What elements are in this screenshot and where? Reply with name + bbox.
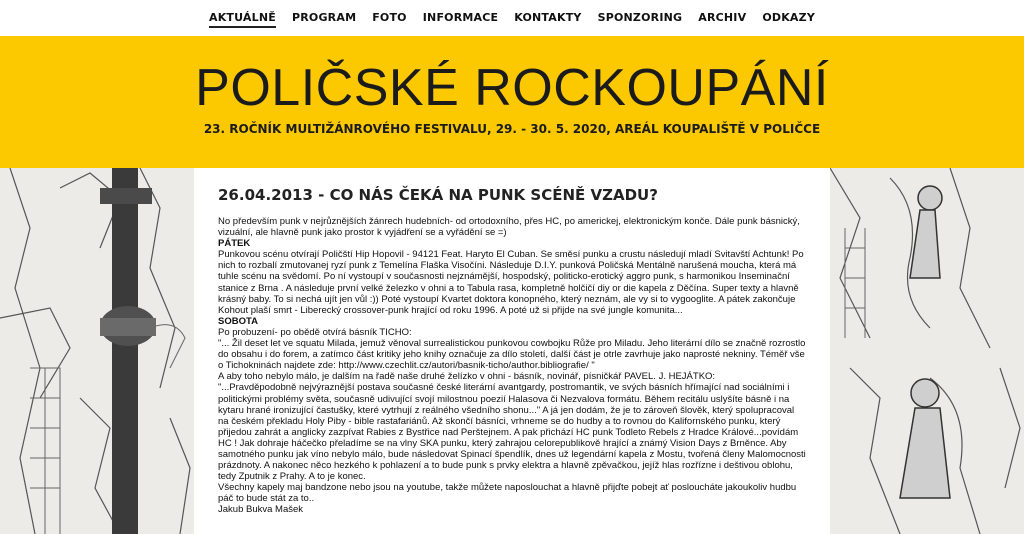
festival-banner (0, 36, 1024, 168)
nav-item-program[interactable]: PROGRAM (291, 11, 357, 24)
nav-item-kontakty[interactable]: KONTAKTY (514, 11, 582, 24)
nav-list (201, 4, 823, 32)
sobota-quote-ticho: "... Žil deset let ve squatu Milada, jemuž věnoval surrealistickou punkovou cowbojku Růže pro Miladu. Jeho literární dílo se značně rozrostlo do obsahu i do forem, a zatímco část kritiky jeho knihy označuje za dílo století, další část je otrle zavrhuje jako naprosté nekniny. Téměř vše o Tichokninách najdete zde: http://www.czechlit.cz/autori/basnik-ticho/author.bibliografie/ " (218, 338, 806, 372)
top-navigation (0, 0, 1024, 36)
nav-item-foto[interactable]: FOTO (372, 11, 407, 24)
post-author: Jakub Bukva Mašek (218, 504, 304, 516)
festival-subtitle: 23. ROČNÍK MULTIŽÁNROVÉHO FESTIVALU, 29. - 30. 5. 2020, AREÁL KOUPALIŠTĚ V POLIČCE (203, 122, 821, 136)
left-sketch-illustration (0, 168, 194, 534)
nav-item-archiv[interactable]: ARCHIV (698, 11, 747, 24)
post-inner (194, 168, 830, 516)
nav-item-odkazy[interactable]: ODKAZY (762, 11, 815, 24)
nav-item-informace[interactable]: INFORMACE (422, 11, 499, 24)
sobota-line-1: Po probuzení- po obědě otvírá básník TICHO: (218, 326, 412, 338)
sobota-closing: Všechny kapely maj bandzone nebo jsou na youtube, takže můžete naposlouchat a hlavně přijďte pobejt ať posloucháte jakoukoliv hudbu páč to bude stát za to.. (218, 482, 797, 505)
right-sketch-illustration (830, 168, 1024, 534)
post-body (218, 216, 806, 516)
nav-item-sponzoring[interactable]: SPONZORING (597, 11, 683, 24)
sobota-paragraph-hejatko: "...Pravděpodobně nejvýraznější postava současné české literární avantgardy, postromantik, ve svých básních hřímající nad sociálními i politickými problémy světa, současně udivující svojí milostnou poezií Halasova či Nezvalova formátu. Během recitálu uslyšíte básně i na kytaru hrané ironizující častušky, které vytrhují z reálného všedního shonu..." A já jen dodám, že je to zároveň šlověk, který spolupracoval na českém překladu Holy Piby - bible rastafariánů. Až skončí básníci, vrhneme se do hudby a to rovnou do Kalifornského punku, který přijedou zahrát a anglicky zazpívat Rabies z Bystřice nad Perštejnem. A pak přichází HC punk Todleto Rebels z Hradce Králové...povídám HC ! Jak dohraje háčečko přeladíme se na vlny SKA punku, který zahrajou celorepublikově hrající a známý Vision Days z Brněnce. Aby samotného punku jak víno nebylo málo, bude následovat Spinací špendlík, dnes už legendární kapela z Mostu, tvořená členy Malomocnosti prázdnoty. A nakonec něco hezkého k pohlazení a to bude punk s prvky elektra a hlavně zpěvačkou, jejíž hlas rozříznе i deštivou oblohu, tedy Zputnik z Prahy. A to je konec. (218, 382, 806, 483)
post-content-panel (194, 168, 830, 534)
section-heading-sobota: SOBOTA (218, 315, 258, 327)
section-heading-patek: PÁTEK (218, 238, 251, 250)
nav-item-aktualne[interactable]: AKTUÁLNĚ (201, 4, 284, 32)
post-title[interactable]: 26.04.2013 - CO NÁS ČEKÁ NA PUNK SCÉNĚ VZADU? (218, 186, 658, 204)
left-sketch-drawing (0, 168, 194, 534)
sobota-line-3: A aby toho nebylo málo, je dalším na řadě naše druhé želízko v ohni - básník, novinář, písničkář PAVEL. J. HEJÁTKO: (218, 371, 716, 383)
festival-title: POLIČSKÉ ROCKOUPÁNÍ (195, 59, 829, 117)
post-intro: No především punk v nejrůznějších žánrech hudebních- od ortodoxního, přes HC, po americkej, elektronickým konče. Dále punk básnický, vizuální, ale hlavně punk jako prostor k vyjádření se a vyřádění se =) (218, 216, 800, 239)
right-sketch-drawing (830, 168, 1024, 534)
patek-paragraph: Punkovou scénu otvírají Poličští Hip Hopovil - 94121 Feat. Haryto El Cuban. Se směsí punku a crustu následují mladí Svitavští Achtunk! Po nich to rozbalí zmutovanej ryzí punk z Temelína Flaška Visočíni. Následuje D.I.Y. punková Poličská Mentálně narušená moucha, která má tuhle scénu na svědomí. Po ní vystoupí v současnosti nejznámější, hospodský, politicko-erotický aggro punk, s harmonikou Inseminační stanice z Brna . A následuje první velké železko v ohni a to Tabula rasa, kompletně holčičí diy or die kapela z Děčína. Super texty a hlavně krásný baby. To si nechá ujít jen vůl :)) Poté vystoupí Kvartet doktora konopného, který neznám, ale vy si to vygooglite. A pátek zakončuje Kohout plaší smrt - Liberecký crossover-punk hrající od roku 1996. A poté už si přijde na své jungle komunita... (218, 249, 804, 316)
